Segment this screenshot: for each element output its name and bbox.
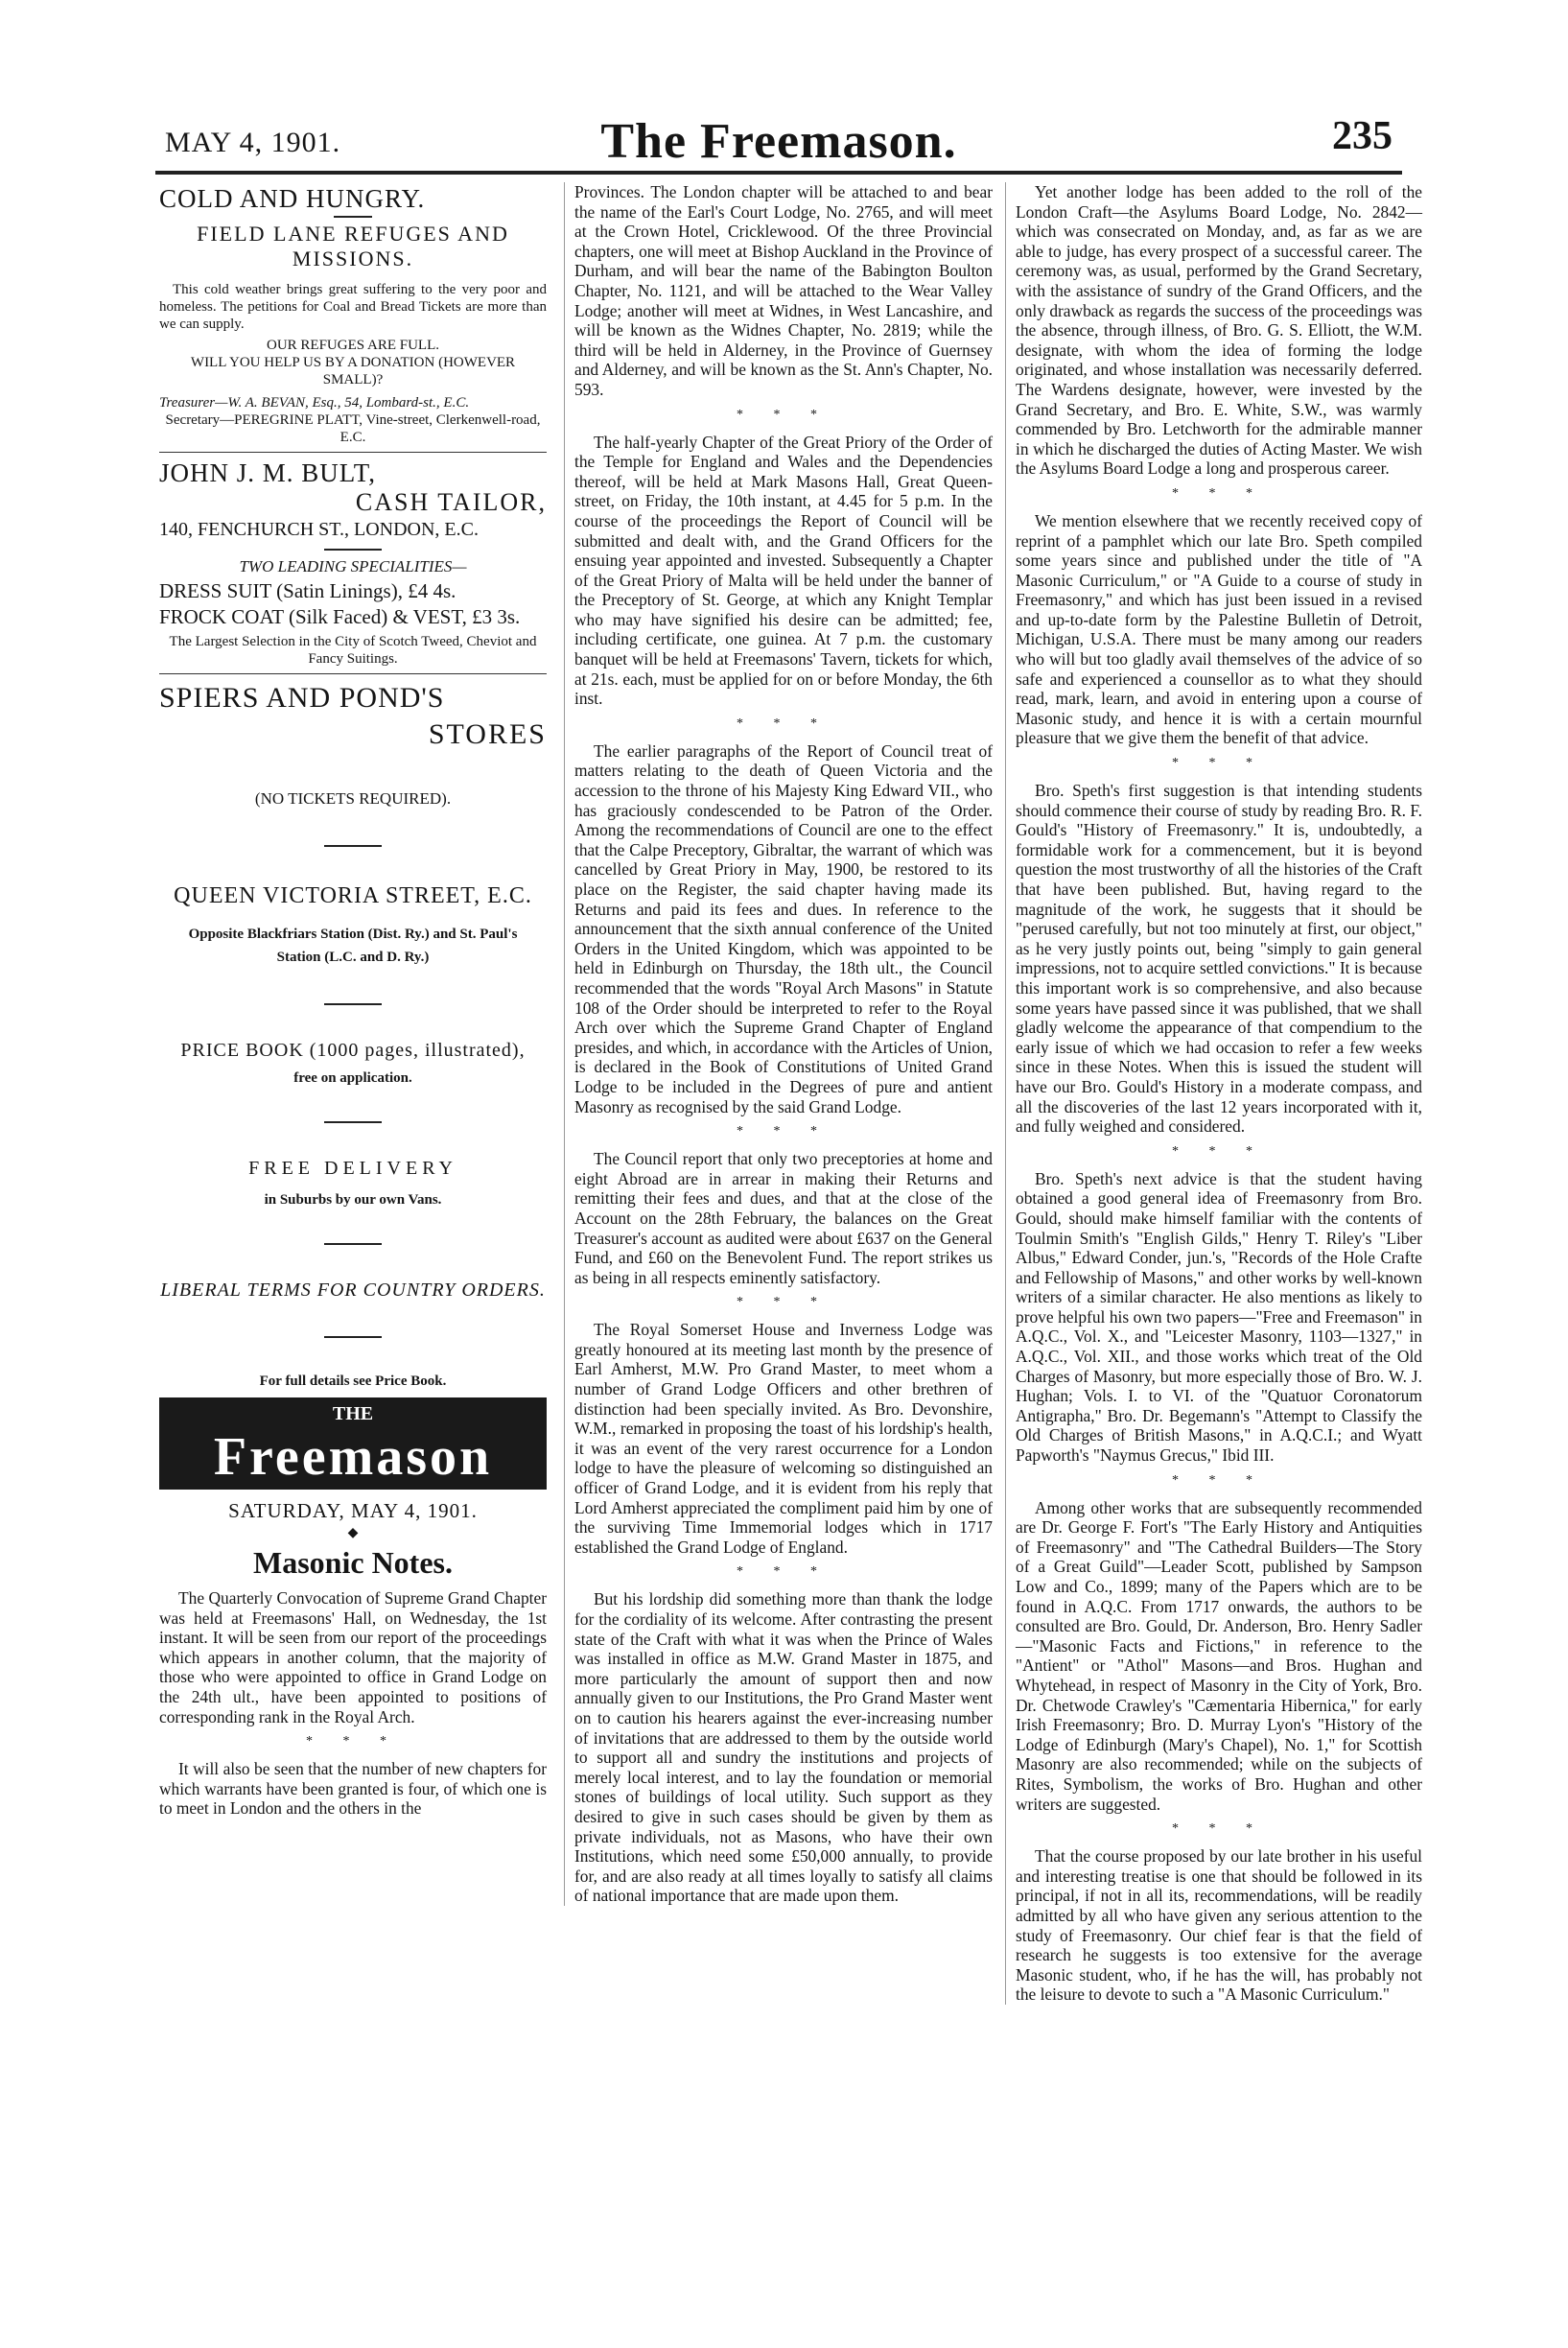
notes-paragraph: The Council report that only two preceptories at home and eight Abroad are in arrear in making their Returns and remitting their fees and dues, and that at the close of the Account on the 28th February, the balances on the Great Treasurer's account as audited were about £637 on the General Fund, and £60 on the Benevolent Fund. The report strikes us as being in all respects eminently satisfactory.: [574, 1149, 993, 1287]
notes-paragraph: The Quarterly Convocation of Supreme Grand Chapter was held at Freemasons' Hall, on Wednesday, the 1st instant. It will be seen from our report of the proceedings which appears in another column, that the majority of those who were appointed to office in Grand Lodge on the 24th ult., have been appointed to positions of corresponding rank in the Royal Arch.: [159, 1588, 547, 1726]
spiers-title: SPIERS AND POND'S: [159, 682, 445, 714]
divider: [324, 1003, 382, 1005]
cold-title: COLD AND HUNGRY.: [159, 184, 426, 213]
ad-divider: [159, 452, 547, 453]
section-stars: * * *: [737, 1564, 831, 1580]
bult-address: 140, FENCHURCH ST., LONDON, E.C.: [159, 519, 479, 540]
section-stars: * * *: [1172, 485, 1266, 501]
section-stars: * * *: [1172, 1472, 1266, 1488]
spiers-free: free on application.: [293, 1070, 412, 1086]
spiers-opposite: Opposite Blackfriars Station (Dist. Ry.) and St. Paul's Station (L.C. and D. Ry.): [188, 927, 518, 965]
masonic-notes-heading: Masonic Notes.: [253, 1545, 453, 1580]
notes-paragraph: Provinces. The London chapter will be attached to and bear the name of the Earl's Court Lodge, No. 2765, and will meet at the Crown Hotel, Cricklewood. Of the three Provincial chapters, one will meet at Bishop Auckland in the Province of Durham, and will bear the name of the Babington Boulton Chapter, No. 1121, and will be attached to the Wear Valley Lodge; another will meet at Widnes, in West Lancashire, and will be known as the Widnes Chapter, No. 2819; while the third will be held in Alderney, in the Province of Guernsey and Alderney, and will be known as the St. Ann's Chapter, No. 593.: [574, 182, 993, 399]
bult-frock-coat: FROCK COAT (Silk Faced) & VEST, £3 3s.: [159, 605, 521, 628]
divider: [324, 845, 382, 847]
divider: [324, 549, 382, 551]
bult-name: JOHN J. M. BULT,: [159, 458, 377, 487]
notes-paragraph: Among other works that are subsequently recommended are Dr. George F. Fort's "The Early History and Antiquities of Freemasonry" and "The Cathedral Builders—The Story of a Great Guild"—Leader Scott, published by Sampson Low and Co., 1899; many of the Papers which are to be found in A.Q.C. From 1717 onwards, the authors to be consulted are Bro. Gould, Dr. Anderson, Bro. Henry Sadler—"Masonic Facts and Fictions," in reference to the "Antient" or "Athol" Masons—and Bros. Hughan and Whytehead, in respect of Masonry in the City of York, Bro. Dr. Chetwode Crawley's "Cæmentaria Hibernica," for early Irish Freemasonry; Bro. D. Murray Lyon's "History of the Lodge of Edinburgh (Mary's Chapel), No. 1," for Scottish Masonry are also recommended; while on the subjects of Rites, Symbolism, the works of Bro. Hughan and other writers are suggested.: [1016, 1497, 1422, 1814]
cold-subtitle: FIELD LANE REFUGES AND MISSIONS.: [197, 222, 509, 270]
notes-paragraph: The earlier paragraphs of the Report of Council treat of matters relating to the death of Queen Victoria and the accession to the throne of his Majesty King Edward VII., who has graciously condescended to be Patron of the Order. Among the recommendations of Council are one to the effect that the Calpe Preceptory, Gibraltar, the warrant of which was cancelled by Great Priory in May, 1900, be restored to its place on the Register, the said chapter having made its Returns and paid its fees and dues. In reference to the announcement that the sixth annual conference of the United Orders in the United Kingdom, which was appointed to be held in Edinburgh on Thursday, the 18th ult., the Council recommended that the words "Royal Arch Masons" in Statute 108 of the Order should be interpreted to refer to the Royal Arch over which the Supreme Grand Chapter of England presides, and which, in accordance with the Articles of Union, is declared in the Book of Constitutions of United Grand Lodge to be included in the Degrees of pure and antient Masonry as recognised by the said Grand Lodge.: [574, 740, 993, 1116]
ad-divider: [159, 673, 547, 674]
cold-full: OUR REFUGES ARE FULL.: [266, 338, 440, 353]
freemason-banner-logo: [159, 1397, 547, 1490]
notes-paragraph: The half-yearly Chapter of the Great Priory of the Order of the Temple for England and Wales and the Dependencies thereof, will be held at Mark Masons Hall, Great Queen-street, on Friday, the 10th instant, at 4.45 for 5 p.m. In the course of the proceedings the Report of Council will be submitted and dealt with, and the Grand Officers for the ensuing year appointed and invested. Subsequently a Chapter of the Great Priory of Malta will be held under the banner of the Preceptory of St. George, at which any Knight Templar who may have signified his desire can be admitted; fee, including certificate, one guinea. At 7 p.m. the customary banquet will be held at Freemasons' Tavern, tickets for which, at 21s. each, must be applied for on or before Monday, the 6th inst.: [574, 432, 993, 709]
banner-name: Freemason: [213, 1427, 493, 1487]
notes-paragraph: Bro. Speth's next advice is that the student having obtained a good general idea of Freemasonry from Bro. Gould, should make himself familiar with the contents of Toulmin Smith's "English Gilds," Henry T. Riley's "Liber Albus," Edward Conder, jun.'s, "Records of the Hole Crafte and Fellowship of Masons," and other works by well-known writers of a similar character. He also mentions as likely to prove helpful his own two papers—"Free and Freemason" in A.Q.C., Vol. X., and "Leicester Masonry, 1103—1327," in A.Q.C., Vol. XII., and those works which treat of the Old Charges of Masonry, but more especially those of Bro. W. J. Hughan; Vols. I. to VI. of the "Quatuor Coronatorum Antigrapha," Bro. Dr. Begemann's "Attempt to Classify the Old Charges of British Masons," in A.Q.C.I.; and Wyatt Papworth's "Naymus Grecus," Ibid III.: [1016, 1168, 1422, 1466]
notes-paragraph: It will also be seen that the number of new chapters for which warrants have been granted is four, of which one is to meet in London and the others in the: [159, 1759, 547, 1819]
spiers-details: For full details see Price Book.: [259, 1374, 447, 1389]
column-3: [1005, 182, 1422, 2005]
divider: [334, 216, 372, 218]
cold-treasurer: Treasurer—W. A. BEVAN, Esq., 54, Lombard-st., E.C.: [159, 395, 470, 411]
saturday-date: SATURDAY, MAY 4, 1901.: [228, 1499, 478, 1522]
spiers-no-tickets: (NO TICKETS REQUIRED).: [254, 789, 452, 808]
cold-secretary: Secretary—PEREGRINE PLATT, Vine-street, Clerkenwell-road, E.C.: [165, 412, 541, 445]
divider: [324, 1336, 382, 1338]
column-1: [159, 182, 547, 1819]
notes-paragraph: Bro. Speth's first suggestion is that intending students should commence their course of study by reading Bro. R. F. Gould's "History of Freemasonry." It is, undoubtedly, a formidable work for a commencement, but it is beyond question the most trustworthy of all the histories of the Craft that have been published. But, having regard to the magnitude of the work, he suggests that it should be "perused carefully, but not too minutely at first, our object," as he very justly points out, being "simply to gain general impressions, not to acquire settled convictions." It is because this important work is so comprehensive, and also because some years have passed since it was published, that we shall gladly welcome the appearance of that compendium to the early issue of which we had occasion to refer a few weeks since in these Notes. When this is issued the student will have our Bro. Gould's History in a moderate compass, and all the discoveries of the last 12 years incorporated with it, and fully weighed and considered.: [1016, 781, 1422, 1137]
section-stars: * * *: [737, 1295, 831, 1310]
notes-paragraph: But his lordship did something more than thank the lodge for the cordiality of its welcome. After contrasting the present state of the Craft with what it was when the Prince of Wales was installed in office as M.W. Grand Master in 1875, and more particularly the amount of support then and now annually given to our Institutions, the Pro Grand Master went on to caution his hearers against the ever-increasing number of invitations that are addressed to them by the outside world to support all and sundry the institutions and projects of merely local interest, and to lay the foundation or memorial stones of buildings of local utility. Such support as they desired to give in such cases should be given by them as private individuals, not as Masons, who have their own Institutions, which need some £50,000 annually, to provide for, and are also ready at all times loyally to satisfy all claims of national importance that are made upon them.: [574, 1589, 993, 1906]
page-header: [155, 113, 1402, 171]
spiers-liberal: LIBERAL TERMS FOR COUNTRY ORDERS.: [160, 1280, 546, 1301]
section-stars: * * *: [737, 407, 831, 422]
notes-paragraph: We mention elsewhere that we recently received copy of reprint of a pamphlet which our late Bro. Speth compiled some years since and published under the title of "A Masonic Curriculum," or "A Guide to a course of study in Freemasonry," and which has just been issued in a revised and up-to-date form by the Palestine Bulletin of Detroit, Michigan, U.S.A. There must be many among our readers who will but too gladly avail themselves of the advice of so safe and experienced a counsellor as to what they should read, mark, learn, and avoid in entering upon a course of Masonic study, and hence it is with a certain mournful pleasure that we give them the benefit of that advice.: [1016, 510, 1422, 748]
section-stars: * * *: [737, 716, 831, 731]
section-stars: * * *: [1172, 756, 1266, 771]
issue-date: MAY 4, 1901.: [165, 127, 341, 158]
divider: [324, 1243, 382, 1245]
bult-specialities: TWO LEADING SPECIALITIES—: [239, 557, 467, 575]
notes-paragraph: That the course proposed by our late brother in his useful and interesting treatise is one that should be followed in its principal, if not in all its, recommendations, will be readily admitted by all who have given any serious attention to the study of Freemasonry. Our chief fear is that the field of research he suggests is too extensive for the average Masonic student, who, if he has the will, has probably not the leisure to devote to such a "A Masonic Curriculum.": [1016, 1846, 1422, 2005]
banner-the: THE: [332, 1403, 374, 1424]
section-stars: * * *: [306, 1734, 400, 1749]
notes-paragraph: Yet another lodge has been added to the roll of the London Craft—the Asylums Board Lodge, No. 2842—which was consecrated on Monday, and, as far as we are able to judge, has every prospect of a successful career. The ceremony was, as usual, performed by the Grand Secretary, with the assistance of sundry of the Grand Officers, and the only drawback as regards the success of the proceedings was the absence, through illness, of Bro. G. S. Elliott, the W.M. designate, with whom the idea of forming the lodge originated, and whose installation was necessarily deferred. The Wardens designate, however, were invested by the Grand Secretary, and Bro. E. White, S.W., was warmly commended by Bro. Letchworth for the admirable manner in which he discharged the duties of Acting Master. We wish the Asylums Board Lodge a long and prosperous career.: [1016, 182, 1422, 479]
column-2: [564, 182, 993, 1906]
spiers-price-book: PRICE BOOK (1000 pages, illustrated),: [180, 1040, 526, 1061]
cold-body: This cold weather brings great suffering to the very poor and homeless. The petitions for Coal and Bread Tickets are more than we can supply.: [159, 282, 547, 332]
page-number: 235: [1332, 114, 1392, 158]
cold-help: WILL YOU HELP US BY A DONATION (HOWEVER SMALL)?: [190, 355, 516, 387]
spiers-suburbs: in Suburbs by our own Vans.: [264, 1192, 442, 1208]
header-rule: [155, 171, 1402, 175]
masthead-title: The Freemason.: [600, 114, 957, 169]
diamond-ornament: ◆: [347, 1526, 359, 1540]
notes-paragraph: The Royal Somerset House and Inverness Lodge was greatly honoured at its meeting last month by the presence of Earl Amherst, M.W. Pro Grand Master, to meet whom a number of Grand Lodge Officers and other brethren of distinction had been specially invited. As Bro. Devonshire, W.M., remarked in proposing the toast of his lordship's health, it was an event of the very rarest occurrence for a London lodge to have the pleasure of welcoming so distinguished an officer of Grand Lodge, and it is evident from his reply that Lord Amherst appreciated the compliment paid him by one of the surviving Time Immemorial lodges which in 1717 established the Grand Lodge of England.: [574, 1320, 993, 1557]
divider: [324, 1121, 382, 1123]
bult-trade: CASH TAILOR,: [355, 488, 547, 516]
spiers-delivery: FREE DELIVERY: [248, 1158, 457, 1179]
spiers-stores: STORES: [428, 718, 547, 750]
section-stars: * * *: [737, 1124, 831, 1139]
section-stars: * * *: [1172, 1821, 1266, 1837]
section-stars: * * *: [1172, 1143, 1266, 1159]
spiers-street: QUEEN VICTORIA STREET, E.C.: [174, 883, 532, 908]
bult-selection: The Largest Selection in the City of Scotch Tweed, Cheviot and Fancy Suitings.: [169, 634, 537, 667]
bult-dress-suit: DRESS SUIT (Satin Linings), £4 4s.: [159, 579, 456, 602]
